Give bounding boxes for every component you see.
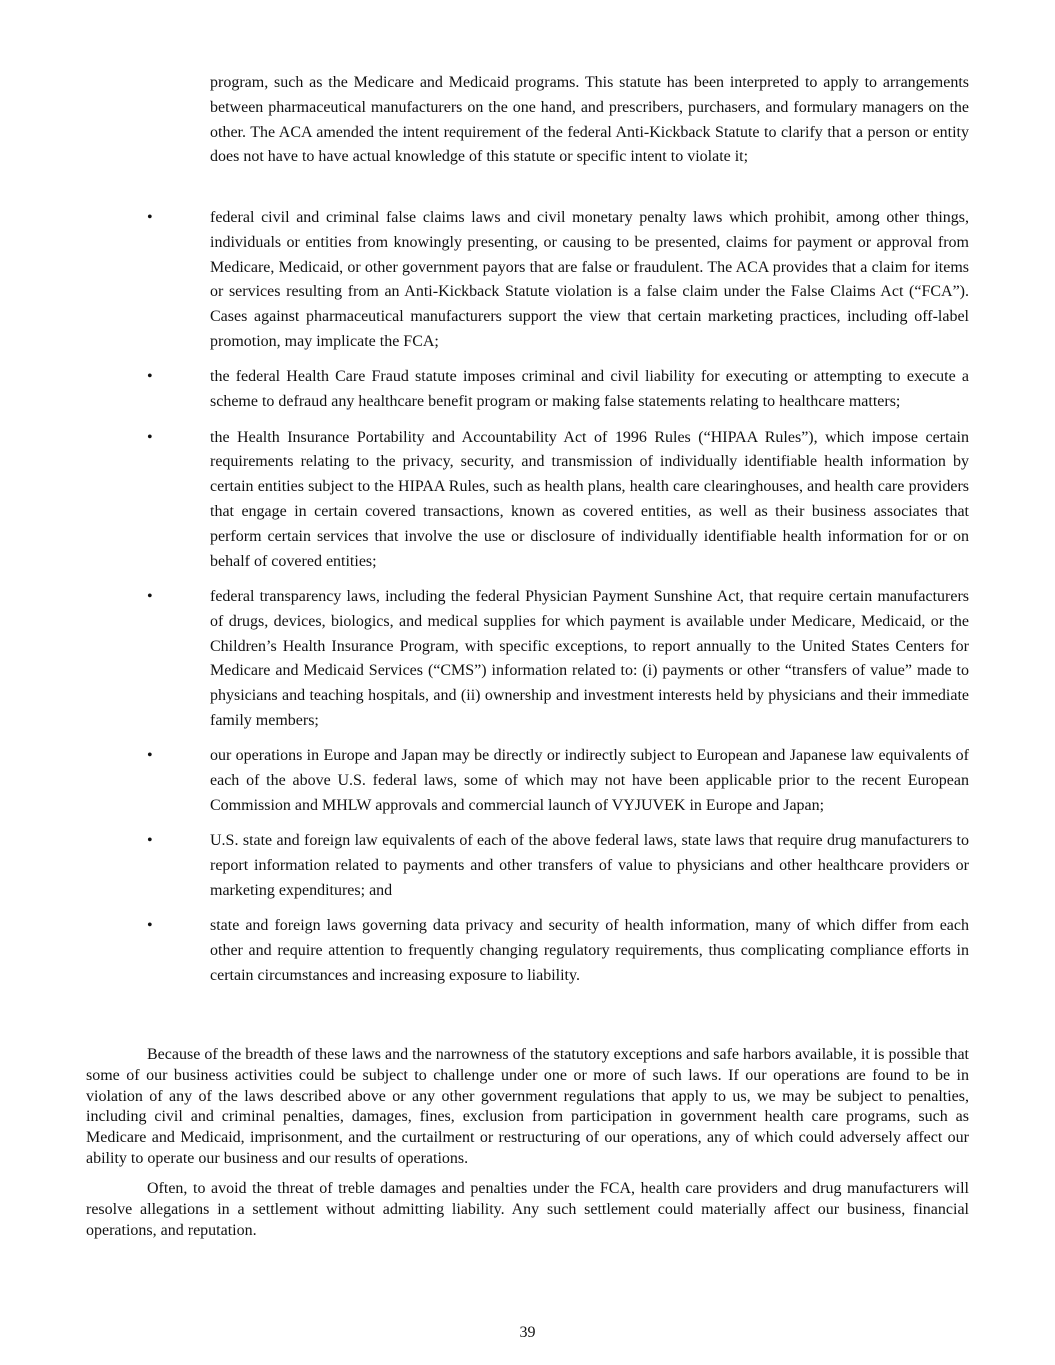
list-item-text: federal civil and criminal false claims laws and civil monetary penalty laws which prohibit, among other things, individuals or entities from knowingly presenting, or causing to be presented, claims for payment or approval from Medicare, Medicaid, or other government payors that are false or fraudulent. The ACA provides that a claim for items or services resulting from an Anti-Kickback Statute violation is a false claim under the False Claims Act (“FCA”). Cases against pharmaceutical manufacturers support the view that certain marketing practices, including off-label promotion, may implicate the FCA; [210, 209, 969, 350]
list-item-text: U.S. state and foreign law equivalents of each of the above federal laws, state laws that require drug manufacturers to report information related to payments and other transfers of value to physicians and other healthcare providers or marketing expenditures; and [210, 832, 969, 899]
page-number: 39 [519, 1324, 536, 1341]
bullet-icon: • [147, 587, 153, 605]
list-item-text: our operations in Europe and Japan may be directly or indirectly subject to European and Japanese law equivalents of each of the above U.S. federal laws, some of which may not have been applicable prior to the recent European Commission and MHLW approvals and commercial launch of VYJUVEK in Europe and Japan; [210, 747, 969, 814]
list-item-text: state and foreign laws governing data privacy and security of health information, many of which differ from each other and require attention to frequently changing regulatory requirements, thus complicating compliance efforts in certain circumstances and increasing exposure to liability. [210, 917, 969, 984]
bullet-icon: • [147, 917, 153, 935]
list-item [0, 426, 1055, 575]
continuation-paragraph: program, such as the Medicare and Medicaid programs. This statute has been interpreted to apply to arrangements between pharmaceutical manufacturers on the one hand, and prescribers, purchasers, and formulary managers on the other. The ACA amended the intent requirement of the federal Anti-Kickback Statute to clarify that a person or entity does not have to have actual knowledge of this statute or specific intent to violate it; [210, 74, 969, 166]
list-item-text: the federal Health Care Fraud statute imposes criminal and civil liability for executing or attempting to execute a scheme to defraud any healthcare benefit program or making false statements relating to healthcare matters; [210, 368, 969, 411]
list-item [0, 206, 1055, 355]
bullet-list [0, 206, 1055, 999]
list-item-text: federal transparency laws, including the federal Physician Payment Sunshine Act, that require certain manufacturers of drugs, devices, biologics, and medical supplies for which payment is available under Medicare, Medicaid, or the Children’s Health Insurance Program, with specific exceptions, to report annually to the United States Centers for Medicare and Medicaid Services (“CMS”) information related to: (i) payments or other “transfers of value” made to physicians and teaching hospitals, and (ii) ownership and investment interests held by physicians and their immediate family members; [210, 587, 969, 729]
list-item [0, 744, 1055, 818]
bullet-icon: • [147, 832, 153, 850]
list-item-text: the Health Insurance Portability and Accountability Act of 1996 Rules (“HIPAA Rules”), which impose certain requirements relating to the privacy, security, and transmission of individually identifiable health information by certain entities subject to the HIPAA Rules, such as health plans, health care clearinghouses, and health care providers that engage in certain covered transactions, known as covered entities, as well as their business associates that perform certain services that involve the use or disclosure of individually identifiable health information for or on behalf of covered entities; [210, 428, 969, 570]
bullet-icon: • [147, 428, 153, 446]
list-item [0, 365, 1055, 415]
bullet-icon: • [147, 368, 153, 386]
bullet-icon: • [147, 209, 153, 226]
list-item [0, 585, 1055, 734]
bullet-icon: • [147, 747, 153, 765]
list-item [0, 829, 1055, 903]
body-paragraph-breadth-of-laws: Because of the breadth of these laws and the narrowness of the statutory exceptions and safe harbors available, it is possible that some of our business activities could be subject to challenge under one or more of such laws. If our operations are found to be in violation of any of the laws described above or any other government regulations that apply to us, we may be subject to penalties, including civil and criminal penalties, damages, fines, exclusion from participation in government health care programs, such as Medicare and Medicaid, imprisonment, and the curtailment or restructuring of our operations, any of which could adversely affect our ability to operate our business and our results of operations. [86, 1046, 969, 1167]
body-paragraph-settlement: Often, to avoid the threat of treble damages and penalties under the FCA, health care providers and drug manufacturers will resolve allegations in a settlement without admitting liability. Any such settlement could materially affect our business, financial operations, and reputation. [86, 1180, 969, 1239]
list-item [0, 914, 1055, 988]
